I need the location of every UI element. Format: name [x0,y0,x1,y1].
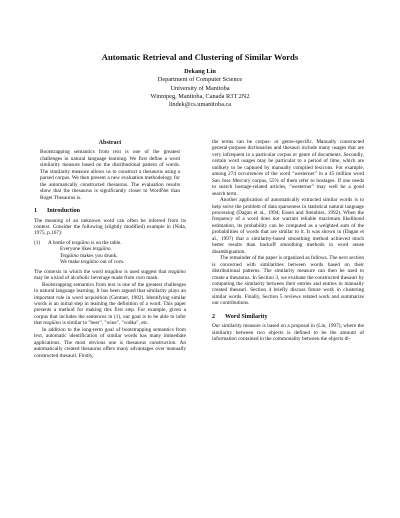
intro-paragraph-2: The contexts in which the word tezgüino is used suggest that tezgüino may be a kind of alcoholic beverage made from corn mash. [34,268,187,282]
example-1 [34,240,186,266]
left-column [34,140,186,359]
intro-paragraph-4: In addition to the long-term goal of bootstrapping semantics from text, automatic identification of similar words has many immediate applications. The most obvious one is thesaurus construction. An automatically created thesaurus offers many advantages over manually constructed thesauri. Firstly, [34,326,186,359]
author-department: Department of Computer Science [157,76,243,84]
author-address: Winnipeg, Manitoba, Canada R3T 2N2 [150,92,250,100]
paper-title: Automatic Retrieval and Clustering of Similar Words [101,52,299,62]
section-number: 2 [212,313,216,320]
intro-paragraph-6: Another application of automatically extracted similar words is to help solve the problem of data sparseness in statistical natural language processing (Dagan et al., 1994; Essen and Steinbiss, 1992). When the frequency of a word does not warrant reliable maximum likelihood estimation, its probability can be computed as a weighted sum of the probabilities of words that are similar to it. It was shown in (Dagan et al., 1997) that a similarity-based smoothing method achieved much better results than backoff smoothing methods in word sense disambiguation. [212,197,364,255]
author-university: University of Manitoba [170,84,230,92]
example-line: Tezgüino makes you drunk. [60,252,118,259]
intro-paragraph-5: the terms can be corpus- or genre-specific. Manually constructed general-purpose dictionaries and thesauri include many usages that are very infrequent in a particular corpus or genre of documents. Secondly, certain word usages may be particular to a period of time, which are unlikely to be captured by manually compiled lexicons. For example, among 274 occurrences of the word "westerner" in a 45 million word San Jose Mercury corpus, 55% of them refer to hostages. If one needs to search hostage-related articles, "westerner" may well be a good search term. [212,139,364,197]
example-line: We make tezgüino out of corn. [60,259,125,266]
author-email: lindek@cs.umanitoba.ca [168,101,232,109]
section-title: Word Similarity [225,313,268,320]
author-block [0,68,400,109]
example-line: A bottle of tezgüino is on the table. [48,239,122,246]
section-title: Introduction [47,208,81,215]
abstract-heading: Abstract [98,140,122,146]
intro-paragraph-3: Bootstrapping semantics from text is one of the greatest challenges in natural language learning. It has been argued that similarity plays an important role in word acquisition (Gentner, 1982). Identifying similar words is an initial step in learning the definition of a word. This paper presents a method for making this first step. For example, given a corpus that includes the sentences in (1), our goal is to be able to infer that tezgüino is similar to "beer", "wine", "vodka", etc. [34,281,186,327]
author-name: Dekang Lin [184,68,216,75]
section-heading-word-similarity [212,314,364,320]
example-label: (1) [34,239,41,246]
section-number: 1 [34,208,38,215]
right-column [212,139,364,343]
similarity-paragraph-1: Our similarity measure is based on a proposal in (Lin, 1997), where the similarity between two objects is defined to be the amount of information contained in the commonality between the objects di- [212,323,364,343]
intro-paragraph-7: The remainder of the paper is organized as follows. The next section is concerned with similarities between words based on their distributional patterns. The similarity measure can then be used to create a thesaurus. In Section 3, we evaluate the constructed thesauri by computing the similarity between their entries and entries in manually created thesauri. Section 4 briefly discuss future work in clustering similar words. Finally, Section 5 reviews related work and summarize our contributions. [212,255,364,307]
example-line: Everyone likes tezgüino. [60,246,112,253]
abstract-text: Bootstrapping semantics from text is one of the greatest challenges in natural language learning. We first define a word similarity measure based on the distributional pattern of words. The similarity measure allows us to construct a thesaurus using a parsed corpus. We then present a new evaluation methodology for the automatically constructed thesaurus. The evaluation results show that the thesaurus is significantly closer to WordNet than Roget Thesaurus is. [40,149,180,201]
intro-paragraph-1: The meaning of an unknown word can often be inferred from its context. Consider the following (slightly modified) example in (Nida, 1975, p.167): [34,217,186,237]
section-heading-introduction [34,208,186,214]
